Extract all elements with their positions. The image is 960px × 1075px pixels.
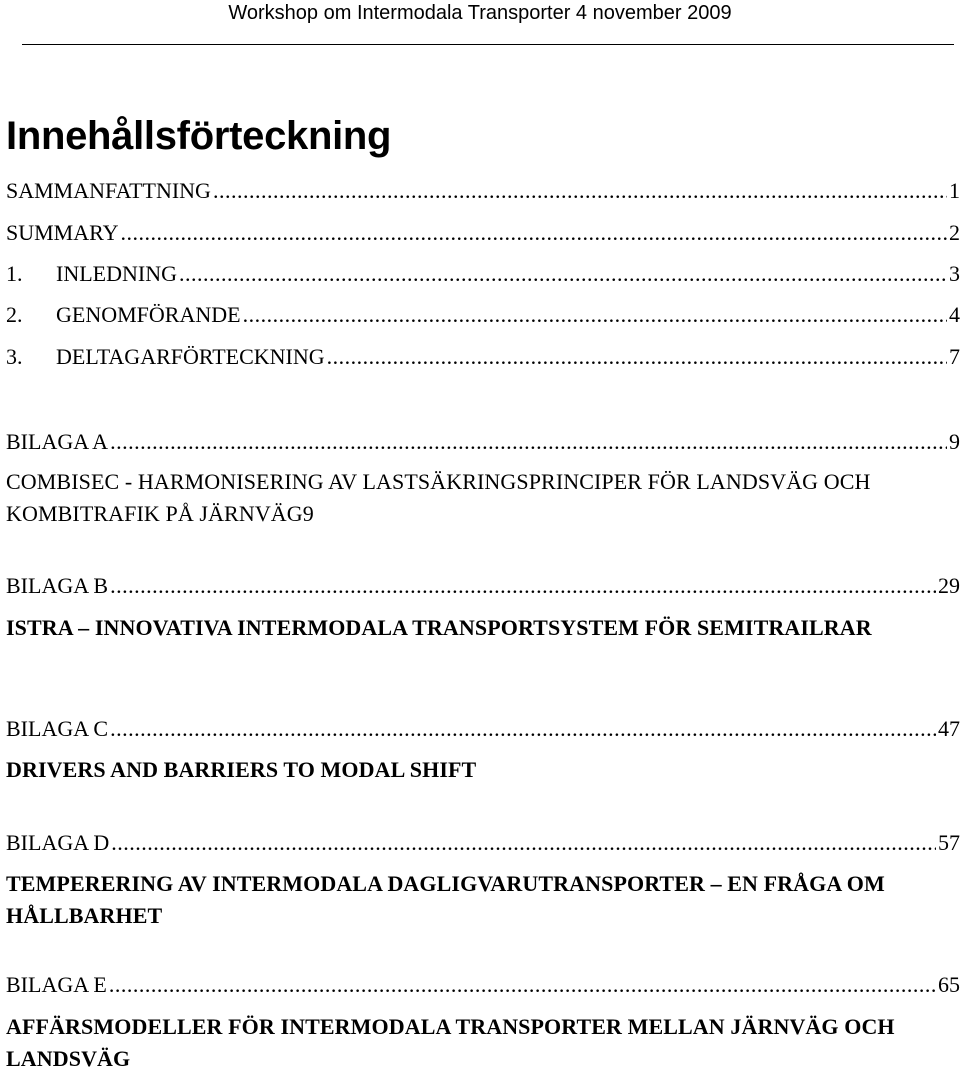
toc-entry-sammanfattning[interactable] [6,176,960,206]
dot-leader [179,259,947,289]
toc-entry-bilaga-e[interactable] [6,970,960,1000]
toc-entry-label: BILAGA E [6,972,107,997]
toc-entry-deltagarforteckning[interactable] [6,342,960,372]
appendix-title-e: AFFÄRSMODELLER FÖR INTERMODALA TRANSPORTER MELLAN JÄRNVÄG OCH LANDSVÄG [6,1014,895,1071]
header-divider [22,44,954,45]
toc-entry-page: 57 [938,830,960,855]
toc-entry-label: BILAGA D [6,830,110,855]
toc-entry-number: 2. [6,302,23,327]
toc-entry-label: BILAGA B [6,573,109,598]
toc-entry-label: SAMMANFATTNING [6,178,211,203]
dot-leader [111,828,936,858]
appendix-title-a: COMBISEC - HARMONISERING AV LASTSÄKRINGSPRINCIPER FÖR LANDSVÄG OCH KOMBITRAFIK PÅ JÄRNVÄG9 [6,469,871,526]
toc-entry-page: 7 [949,344,960,369]
dot-leader [110,714,936,744]
page-title: Innehållsförteckning [6,114,392,158]
toc-entry-number: 1. [6,261,23,286]
dot-leader [327,342,947,372]
appendix-title-b: ISTRA – INNOVATIVA INTERMODALA TRANSPORTSYSTEM FÖR SEMITRAILRAR [6,615,872,640]
appendix-title-c: DRIVERS AND BARRIERS TO MODAL SHIFT [6,757,477,782]
toc-entry-page: 1 [949,178,960,203]
toc-entry-bilaga-a[interactable] [6,427,960,457]
toc-entry-label: BILAGA C [6,716,109,741]
toc-entry-page: 65 [938,972,960,997]
appendix-title-d: TEMPERERING AV INTERMODALA DAGLIGVARUTRANSPORTER – EN FRÅGA OM HÅLLBARHET [6,871,885,928]
dot-leader [120,218,947,248]
dot-leader [243,300,947,330]
toc-entry-inledning[interactable] [6,259,960,289]
toc-entry-page: 47 [938,716,960,741]
dot-leader [110,571,936,601]
toc-entry-label: DELTAGARFÖRTECKNING [56,344,325,369]
toc-entry-page: 29 [938,573,960,598]
dot-leader [110,427,947,457]
toc-entry-summary[interactable] [6,218,960,248]
toc-entry-label: GENOMFÖRANDE [56,302,241,327]
toc-entry-number: 3. [6,344,23,369]
toc-entry-page: 9 [949,429,960,454]
running-header: Workshop om Intermodala Transporter 4 november 2009 [228,2,732,24]
toc-entry-bilaga-b[interactable] [6,571,960,601]
toc-entry-page: 4 [949,302,960,327]
toc-entry-page: 2 [949,220,960,245]
dot-leader [109,970,936,1000]
toc-entry-page: 3 [949,261,960,286]
toc-entry-label: BILAGA A [6,429,109,454]
toc-entry-bilaga-d[interactable] [6,828,960,858]
dot-leader [213,176,947,206]
toc-entry-genomforande[interactable] [6,300,960,330]
toc-entry-bilaga-c[interactable] [6,714,960,744]
toc-entry-label: INLEDNING [56,261,177,286]
toc-entry-label: SUMMARY [6,220,119,245]
